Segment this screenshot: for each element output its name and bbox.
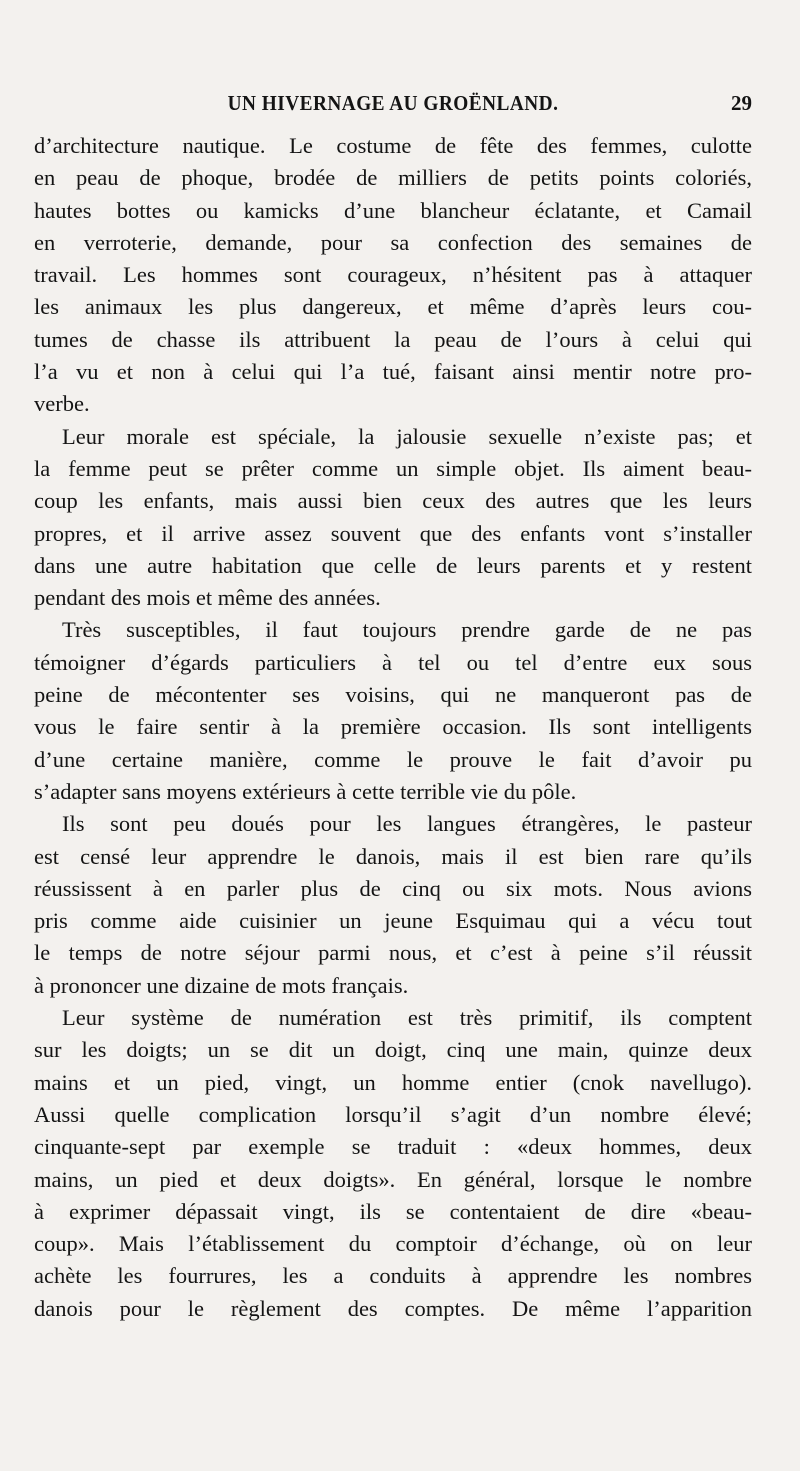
text-line: à prononcer une dizaine de mots français. — [34, 972, 409, 998]
text-line: pendant des mois et même des années. — [34, 585, 381, 611]
paragraph-first-line: Leur morale est spéciale, la jalousie sexuelle n’existe pas; et — [62, 423, 752, 449]
text-line: à exprimer dépassait vingt, ils se contentaient de dire «beau- — [34, 1198, 752, 1224]
text-line: peine de mécontenter ses voisins, qui ne manqueront pas de — [34, 682, 752, 708]
text-line: travail. Les hommes sont courageux, n’hésitent pas à attaquer — [34, 262, 752, 288]
text-line: coup». Mais l’établissement du comptoir d’échange, où on leur — [34, 1231, 752, 1257]
running-head — [34, 91, 752, 121]
text-line: le temps de notre séjour parmi nous, et c’est à peine s’il réussit — [34, 940, 752, 966]
text-line: s’adapter sans moyens extérieurs à cette terrible vie du pôle. — [34, 778, 577, 804]
text-line: dans une autre habitation que celle de leurs parents et y restent — [34, 552, 752, 578]
page-number: 29 — [731, 91, 752, 115]
text-line: les animaux les plus dangereux, et même d’après leurs cou- — [34, 294, 752, 320]
text-line: hautes bottes ou kamicks d’une blancheur éclatante, et Camail — [34, 197, 752, 223]
text-line: la femme peut se prêter comme un simple objet. Ils aiment beau- — [34, 455, 752, 481]
text-line: Aussi quelle complication lorsqu’il s’agit d’un nombre élevé; — [34, 1101, 752, 1127]
text-line: cinquante-sept par exemple se traduit : «deux hommes, deux — [34, 1134, 752, 1160]
text-line: danois pour le règlement des comptes. De même l’apparition — [34, 1295, 752, 1321]
text-line: réussissent à en parler plus de cinq ou six mots. Nous avions — [34, 875, 752, 901]
text-line: achète les fourrures, les a conduits à apprendre les nombres — [34, 1263, 752, 1289]
text-line: est censé leur apprendre le danois, mais il est bien rare qu’ils — [34, 843, 752, 869]
text-line: pris comme aide cuisinier un jeune Esquimau qui a vécu tout — [34, 908, 752, 934]
running-title: UN HIVERNAGE AU GROËNLAND. — [227, 91, 559, 115]
text-line: verbe. — [34, 391, 90, 417]
text-line: d’une certaine manière, comme le prouve le fait d’avoir pu — [34, 746, 752, 772]
text-line: mains, un pied et deux doigts». En général, lorsque le nombre — [34, 1166, 752, 1192]
paragraph-first-line: Très susceptibles, il faut toujours prendre garde de ne pas — [62, 617, 752, 643]
text-line: propres, et il arrive assez souvent que des enfants vont s’installer — [34, 520, 752, 546]
text-line: vous le faire sentir à la première occasion. Ils sont intelligents — [34, 714, 752, 740]
text-line: tumes de chasse ils attribuent la peau de l’ours à celui qui — [34, 326, 752, 352]
text-line: mains et un pied, vingt, un homme entier (cnok navellugo). — [34, 1069, 752, 1095]
text-line: en verroterie, demande, pour sa confection des semaines de — [34, 229, 752, 255]
body-text — [34, 130, 752, 1325]
text-line: en peau de phoque, brodée de milliers de petits points coloriés, — [34, 165, 752, 191]
text-line: l’a vu et non à celui qui l’a tué, faisant ainsi mentir notre pro- — [34, 359, 752, 385]
text-line: sur les doigts; un se dit un doigt, cinq une main, quinze deux — [34, 1037, 752, 1063]
paragraph-first-line: Leur système de numération est très primitif, ils comptent — [62, 1005, 752, 1031]
paragraph-first-line: Ils sont peu doués pour les langues étrangères, le pasteur — [62, 811, 752, 837]
text-line: témoigner d’égards particuliers à tel ou tel d’entre eux sous — [34, 649, 752, 675]
text-line: coup les enfants, mais aussi bien ceux des autres que les leurs — [34, 488, 752, 514]
text-line: d’architecture nautique. Le costume de fête des femmes, culotte — [34, 133, 752, 158]
